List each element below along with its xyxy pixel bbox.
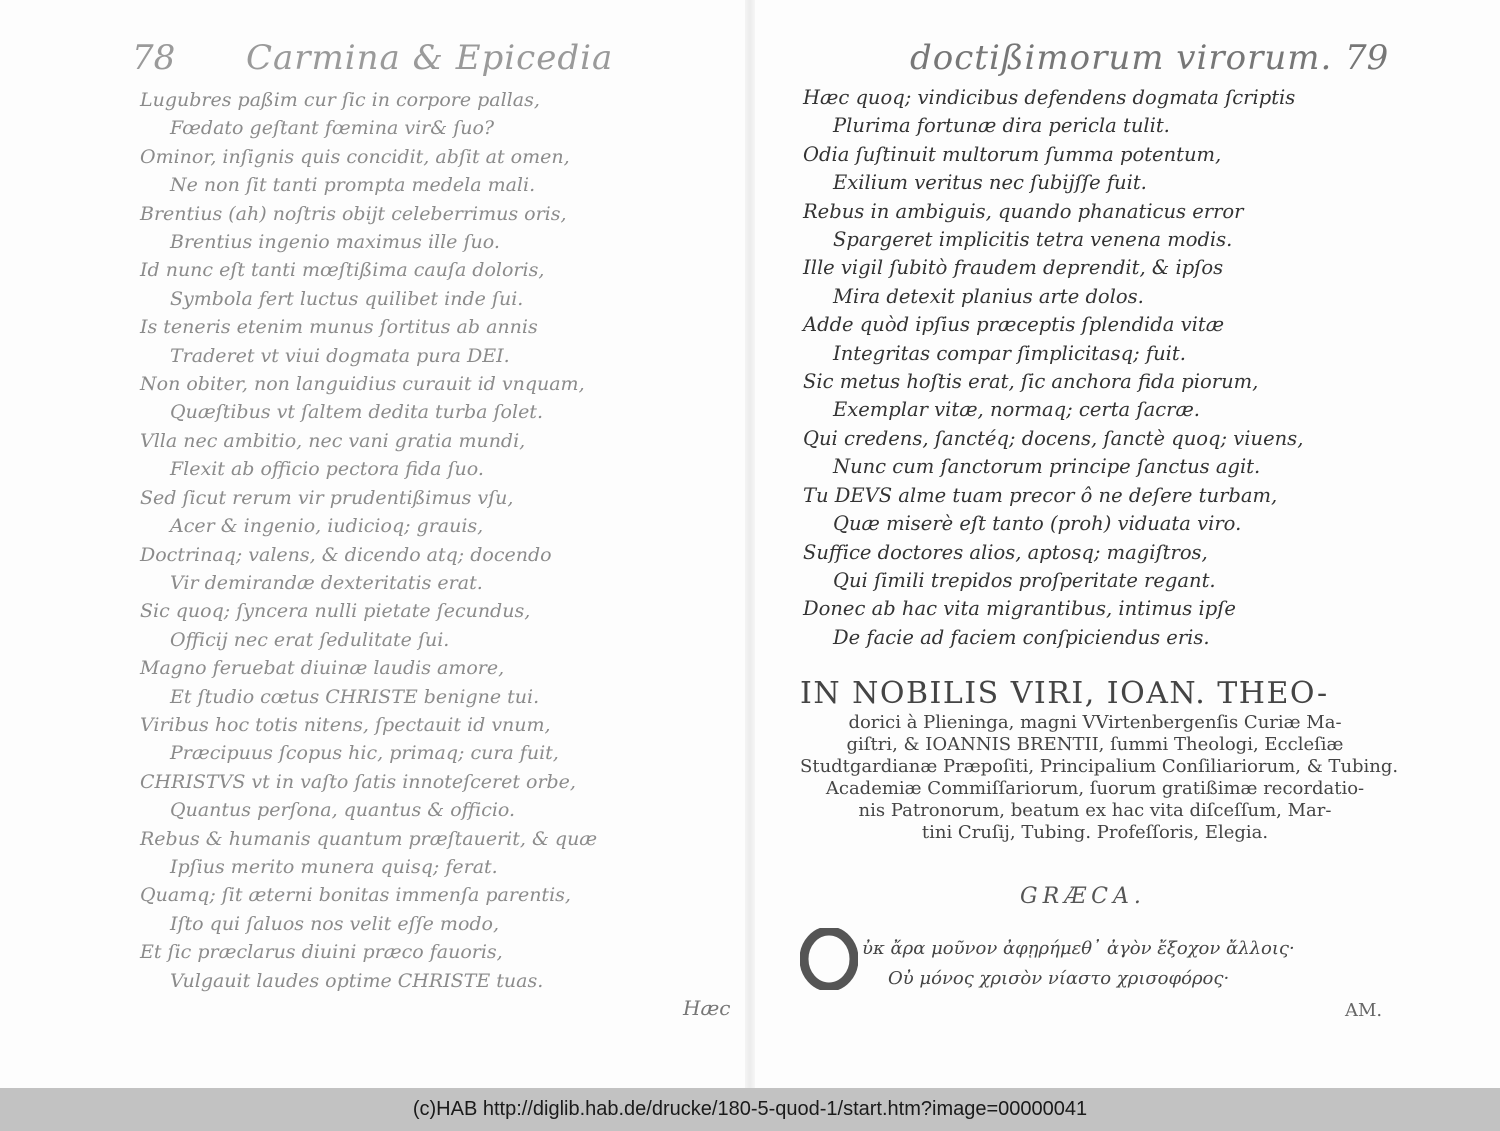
right-verse-line: Exemplar vitæ, normaq; certa ſacræ. <box>833 398 1200 422</box>
right-verse-line: Nunc cum ſanctorum principe ſanctus agit. <box>833 455 1261 479</box>
right-page-number: 79 <box>1345 38 1389 78</box>
right-verse-line: Mira detexit planius arte dolos. <box>833 284 1144 308</box>
right-verse-block <box>803 84 1303 652</box>
left-verse-line: Vlla nec ambitio, nec vani gratia mundi, <box>140 429 526 452</box>
graeca-heading: GRÆCA. <box>1020 884 1146 909</box>
left-verse-line: Doctrinaq; valens, & dicendo atq; docendo <box>140 543 552 566</box>
left-verse-line: Is teneris etenim munus ſortitus ab annis <box>140 316 538 339</box>
left-verse-line: CHRISTVS vt in vaſto ſatis innoteſceret orbe, <box>140 770 576 793</box>
right-verse-line: Hæc quoq; vindicibus defendens dogmata ſcriptis <box>803 86 1296 109</box>
left-page <box>0 0 745 1088</box>
right-verse-line: De facie ad faciem conſpiciendus eris. <box>833 625 1210 649</box>
right-verse-line: Qui ſimili trepidos proſperitate regant. <box>833 568 1216 592</box>
left-verse-line: Et ſic præclarus diuini præco fauoris, <box>140 941 503 964</box>
left-verse-line: Ne non ſit tanti prompta medela mali. <box>170 174 536 197</box>
left-verse-line: Iſto qui ſaluos nos velit eſſe modo, <box>170 912 500 935</box>
left-verse-line: Brentius ingenio maximus ille ſuo. <box>170 231 500 254</box>
right-verse-line: Rebus in ambiguis, quando phanaticus error <box>803 199 1244 223</box>
right-verse-line: Ille vigil ſubitò fraudem deprendit, & ipſos <box>803 256 1224 280</box>
elegy-title-line: dorici à Plieninga, magni VVirtenbergenſis Curiæ Ma- <box>848 712 1342 733</box>
left-verse-line: Lugubres paßim cur ſic in corpore pallas, <box>140 89 540 111</box>
left-verse-line: Brentius (ah) noſtris obijt celeberrimus oris, <box>140 202 567 225</box>
left-verse-line: Præcipuus ſcopus hic, primaq; cura fuit, <box>170 742 559 765</box>
left-verse-line: Non obiter, non languidius curauit id vnquam, <box>140 373 585 396</box>
elegy-title-line: Studtgardianæ Præpoſiti, Principalium Conſiliariorum, & Tubing. <box>800 756 1399 777</box>
left-verse-block <box>140 86 597 995</box>
right-verse-line: Sic metus hoſtis erat, ſic anchora fida piorum, <box>803 370 1259 394</box>
left-verse-line: Sed ſicut rerum vir prudentißimus vſu, <box>140 486 514 509</box>
right-verse-line: Tu DEVS alme tuam precor ô ne deſere turbam, <box>803 483 1278 507</box>
right-verse-line: Donec ab hac vita migrantibus, intimus ipſe <box>803 597 1236 621</box>
left-verse-line: Flexit ab officio pectora fida ſuo. <box>170 458 484 481</box>
left-verse-line: Sic quoq; ſyncera nulli pietate ſecundus, <box>140 600 531 623</box>
left-verse-line: Officij nec erat ſedulitate ſui. <box>170 628 450 651</box>
right-verse-line: Quæ miserè eſt tanto (proh) viduata viro. <box>833 512 1242 536</box>
left-verse-line: Vir demirandæ dexteritatis erat. <box>170 571 483 594</box>
left-verse-line: Quæſtibus vt ſaltem dedita turba ſolet. <box>170 401 543 424</box>
left-verse-line: Fœdato geſtant fœmina vir& ſuo? <box>170 117 495 140</box>
elegy-title-line: giſtri, & IOANNIS BRENTII, ſummi Theologi, Eccleſiæ <box>846 734 1344 755</box>
dropcap-o-icon <box>800 928 858 990</box>
right-running-head: doctißimorum virorum. <box>910 38 1333 78</box>
source-footer: (c)HAB http://diglib.hab.de/drucke/180-5-quod-1/start.htm?image=00000041 <box>0 1088 1500 1131</box>
left-verse-line: Quantus perſona, quantus & officio. <box>170 799 516 822</box>
right-verse-line: Qui credens, ſanctéq; docens, ſanctè quoq; viuens, <box>803 426 1304 450</box>
left-verse-line: Ominor, inſignis quis concidit, abſit at omen, <box>140 145 570 168</box>
greek-line-2: Οὐ μόνος χρισὸν νίαστο χρισοφόρος· <box>888 968 1230 989</box>
left-verse-line: Rebus & humanis quantum præſtauerit, & quæ <box>140 827 598 850</box>
left-verse-line: Id nunc eſt tanti mœſtißima cauſa doloris, <box>140 259 545 282</box>
right-verse-line: Plurima fortunæ dira pericla tulit. <box>833 114 1170 138</box>
left-verse-line: Acer & ingenio, iudicioq; grauis, <box>170 515 484 538</box>
left-verse-line: Quamq; ſit æterni bonitas immenſa parentis, <box>140 884 571 907</box>
left-running-head: Carmina & Epicedia <box>246 38 614 78</box>
elegy-title <box>800 676 1399 844</box>
left-verse-line: Vulgauit laudes optime CHRISTE tuas. <box>170 969 544 992</box>
right-verse-line: Suffice doctores alios, aptosq; magiſtros, <box>803 540 1208 564</box>
left-verse-line: Ipſius merito munera quisq; ferat. <box>170 855 498 878</box>
left-verse-line: Traderet vt viui dogmata pura DEI. <box>170 344 510 367</box>
right-verse-line: Integritas compar ſimplicitasq; fuit. <box>833 341 1186 365</box>
catchword: Hæc <box>683 996 731 1020</box>
right-verse-line: Exilium veritus nec ſubijſſe fuit. <box>833 171 1147 195</box>
elegy-title-line: nis Patronorum, beatum ex hac vita diſceſſum, Mar- <box>858 800 1332 821</box>
page-gutter <box>745 0 755 1088</box>
elegy-title-line: tini Cruſij, Tubing. Profeſſoris, Elegia. <box>921 822 1269 843</box>
greek-line-1: ὐκ ἄρα μοῦνον ἀφῃρήμεθ᾽ ἀγὸν ἔξοχον ἄλλοις· <box>862 938 1295 959</box>
left-verse-line: Symbola fert luctus quilibet inde ſui. <box>170 287 524 310</box>
left-verse-line: Magno feruebat diuinæ laudis amore, <box>140 657 505 680</box>
signature-mark: AM. <box>1345 1000 1383 1021</box>
left-verse-line: Et ſtudio cœtus CHRISTE benigne tui. <box>170 685 540 708</box>
right-verse-line: Odia ſuſtinuit multorum ſumma potentum, <box>803 142 1222 166</box>
right-verse-line: Adde quòd ipſius præceptis ſplendida vitæ <box>803 313 1225 337</box>
left-page-number: 78 <box>132 38 176 78</box>
elegy-title-line: Academiæ Commiſſariorum, ſuorum gratißimæ recordatio- <box>825 778 1365 799</box>
right-verse-line: Spargeret implicitis tetra venena modis. <box>833 228 1233 252</box>
elegy-title-line: IN NOBILIS VIRI, IOAN. THEO- <box>800 676 1329 711</box>
left-verse-line: Viribus hoc totis nitens, ſpectauit id vnum, <box>140 713 551 736</box>
